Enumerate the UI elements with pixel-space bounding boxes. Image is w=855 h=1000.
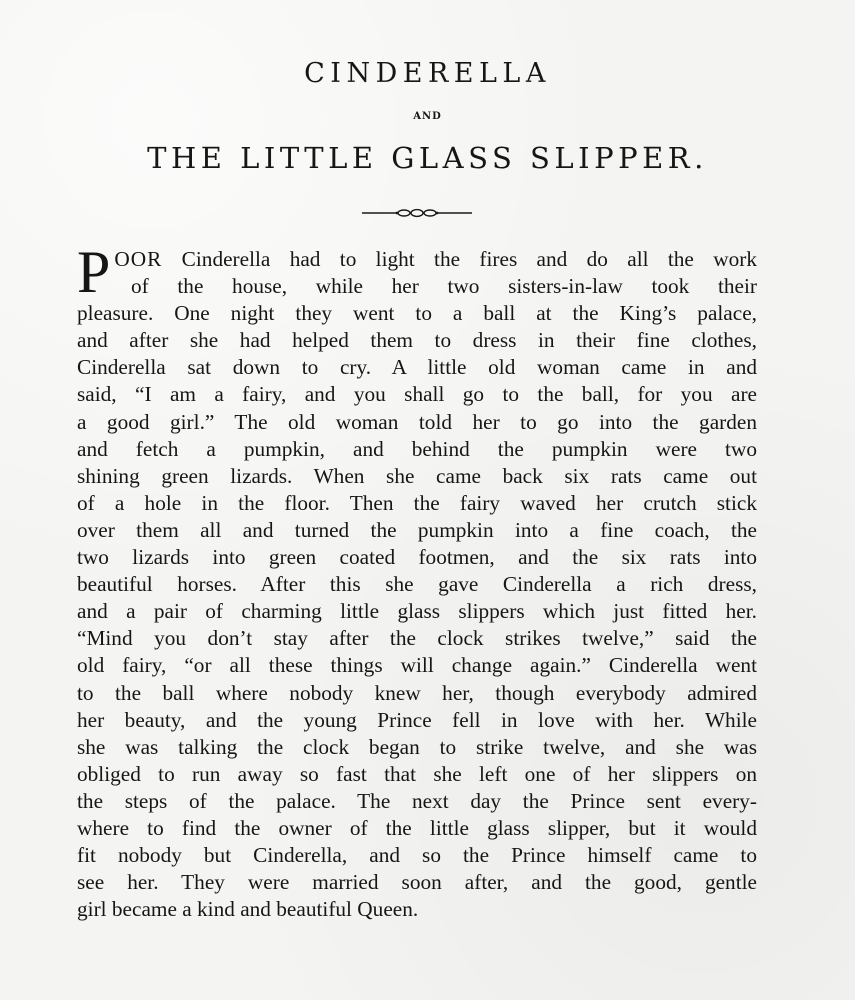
text-line: her beauty, and the young Prince fell in love with her. While bbox=[77, 707, 757, 732]
text-line: and a pair of charming little glass slippers which just fitted her. bbox=[77, 599, 757, 624]
text-line: said, “I am a fairy, and you shall go to the ball, for you are bbox=[77, 382, 757, 407]
text-line: of the house, while her two sisters-in-law took their bbox=[131, 274, 757, 299]
text-line: beautiful horses. After this she gave Cinderella a rich dress, bbox=[77, 572, 757, 597]
text-line: Cinderella sat down to cry. A little old woman came in and bbox=[77, 355, 757, 380]
text-line: she was talking the clock began to strike twelve, and she was bbox=[77, 734, 757, 759]
text-line: obliged to run away so fast that she left one of her slippers on bbox=[77, 761, 757, 786]
story-title: CINDERELLA bbox=[304, 58, 551, 89]
text-line: the steps of the palace. The next day the Prince sent every- bbox=[77, 788, 757, 813]
text-line-1 bbox=[77, 246, 757, 273]
text-line: shining green lizards. When she came back six rats came out bbox=[77, 463, 757, 488]
text-line: and fetch a pumpkin, and behind the pumpkin were two bbox=[77, 436, 757, 461]
text-line: “Mind you don’t stay after the clock strikes twelve,” said the bbox=[77, 626, 757, 651]
text-line: of a hole in the floor. Then the fairy waved her crutch stick bbox=[77, 490, 757, 515]
first-word-small-caps: OOR bbox=[114, 247, 163, 271]
text-line: a good girl.” The old woman told her to go into the garden bbox=[77, 409, 757, 434]
story-subtitle: THE LITTLE GLASS SLIPPER. bbox=[147, 141, 708, 175]
text-line-1-rest: Cinderella had to light the fires and do all the work bbox=[162, 247, 757, 271]
text-line: see her. They were married soon after, and the good, gentle bbox=[77, 870, 757, 895]
text-line: and after she had helped them to dress in their fine clothes, bbox=[77, 328, 757, 353]
text-line: where to find the owner of the little glass slipper, but it would bbox=[77, 815, 757, 840]
drop-cap-letter: P bbox=[77, 239, 111, 305]
text-line: over them all and turned the pumpkin into a fine coach, the bbox=[77, 517, 757, 542]
title-conjunction: AND bbox=[413, 111, 442, 122]
text-line: fit nobody but Cinderella, and so the Prince himself came to bbox=[77, 843, 757, 868]
story-text bbox=[77, 239, 757, 923]
text-line: pleasure. One night they went to a ball at the King’s palace, bbox=[77, 301, 757, 326]
text-line-last: girl became a kind and beautiful Queen. bbox=[77, 897, 419, 922]
text-line: old fairy, “or all these things will change again.” Cinderella went bbox=[77, 653, 757, 678]
text-line: to the ball where nobody knew her, though everybody admired bbox=[77, 680, 757, 705]
text-line: two lizards into green coated footmen, and the six rats into bbox=[77, 545, 757, 570]
decorative-ornament-rule bbox=[362, 206, 472, 220]
